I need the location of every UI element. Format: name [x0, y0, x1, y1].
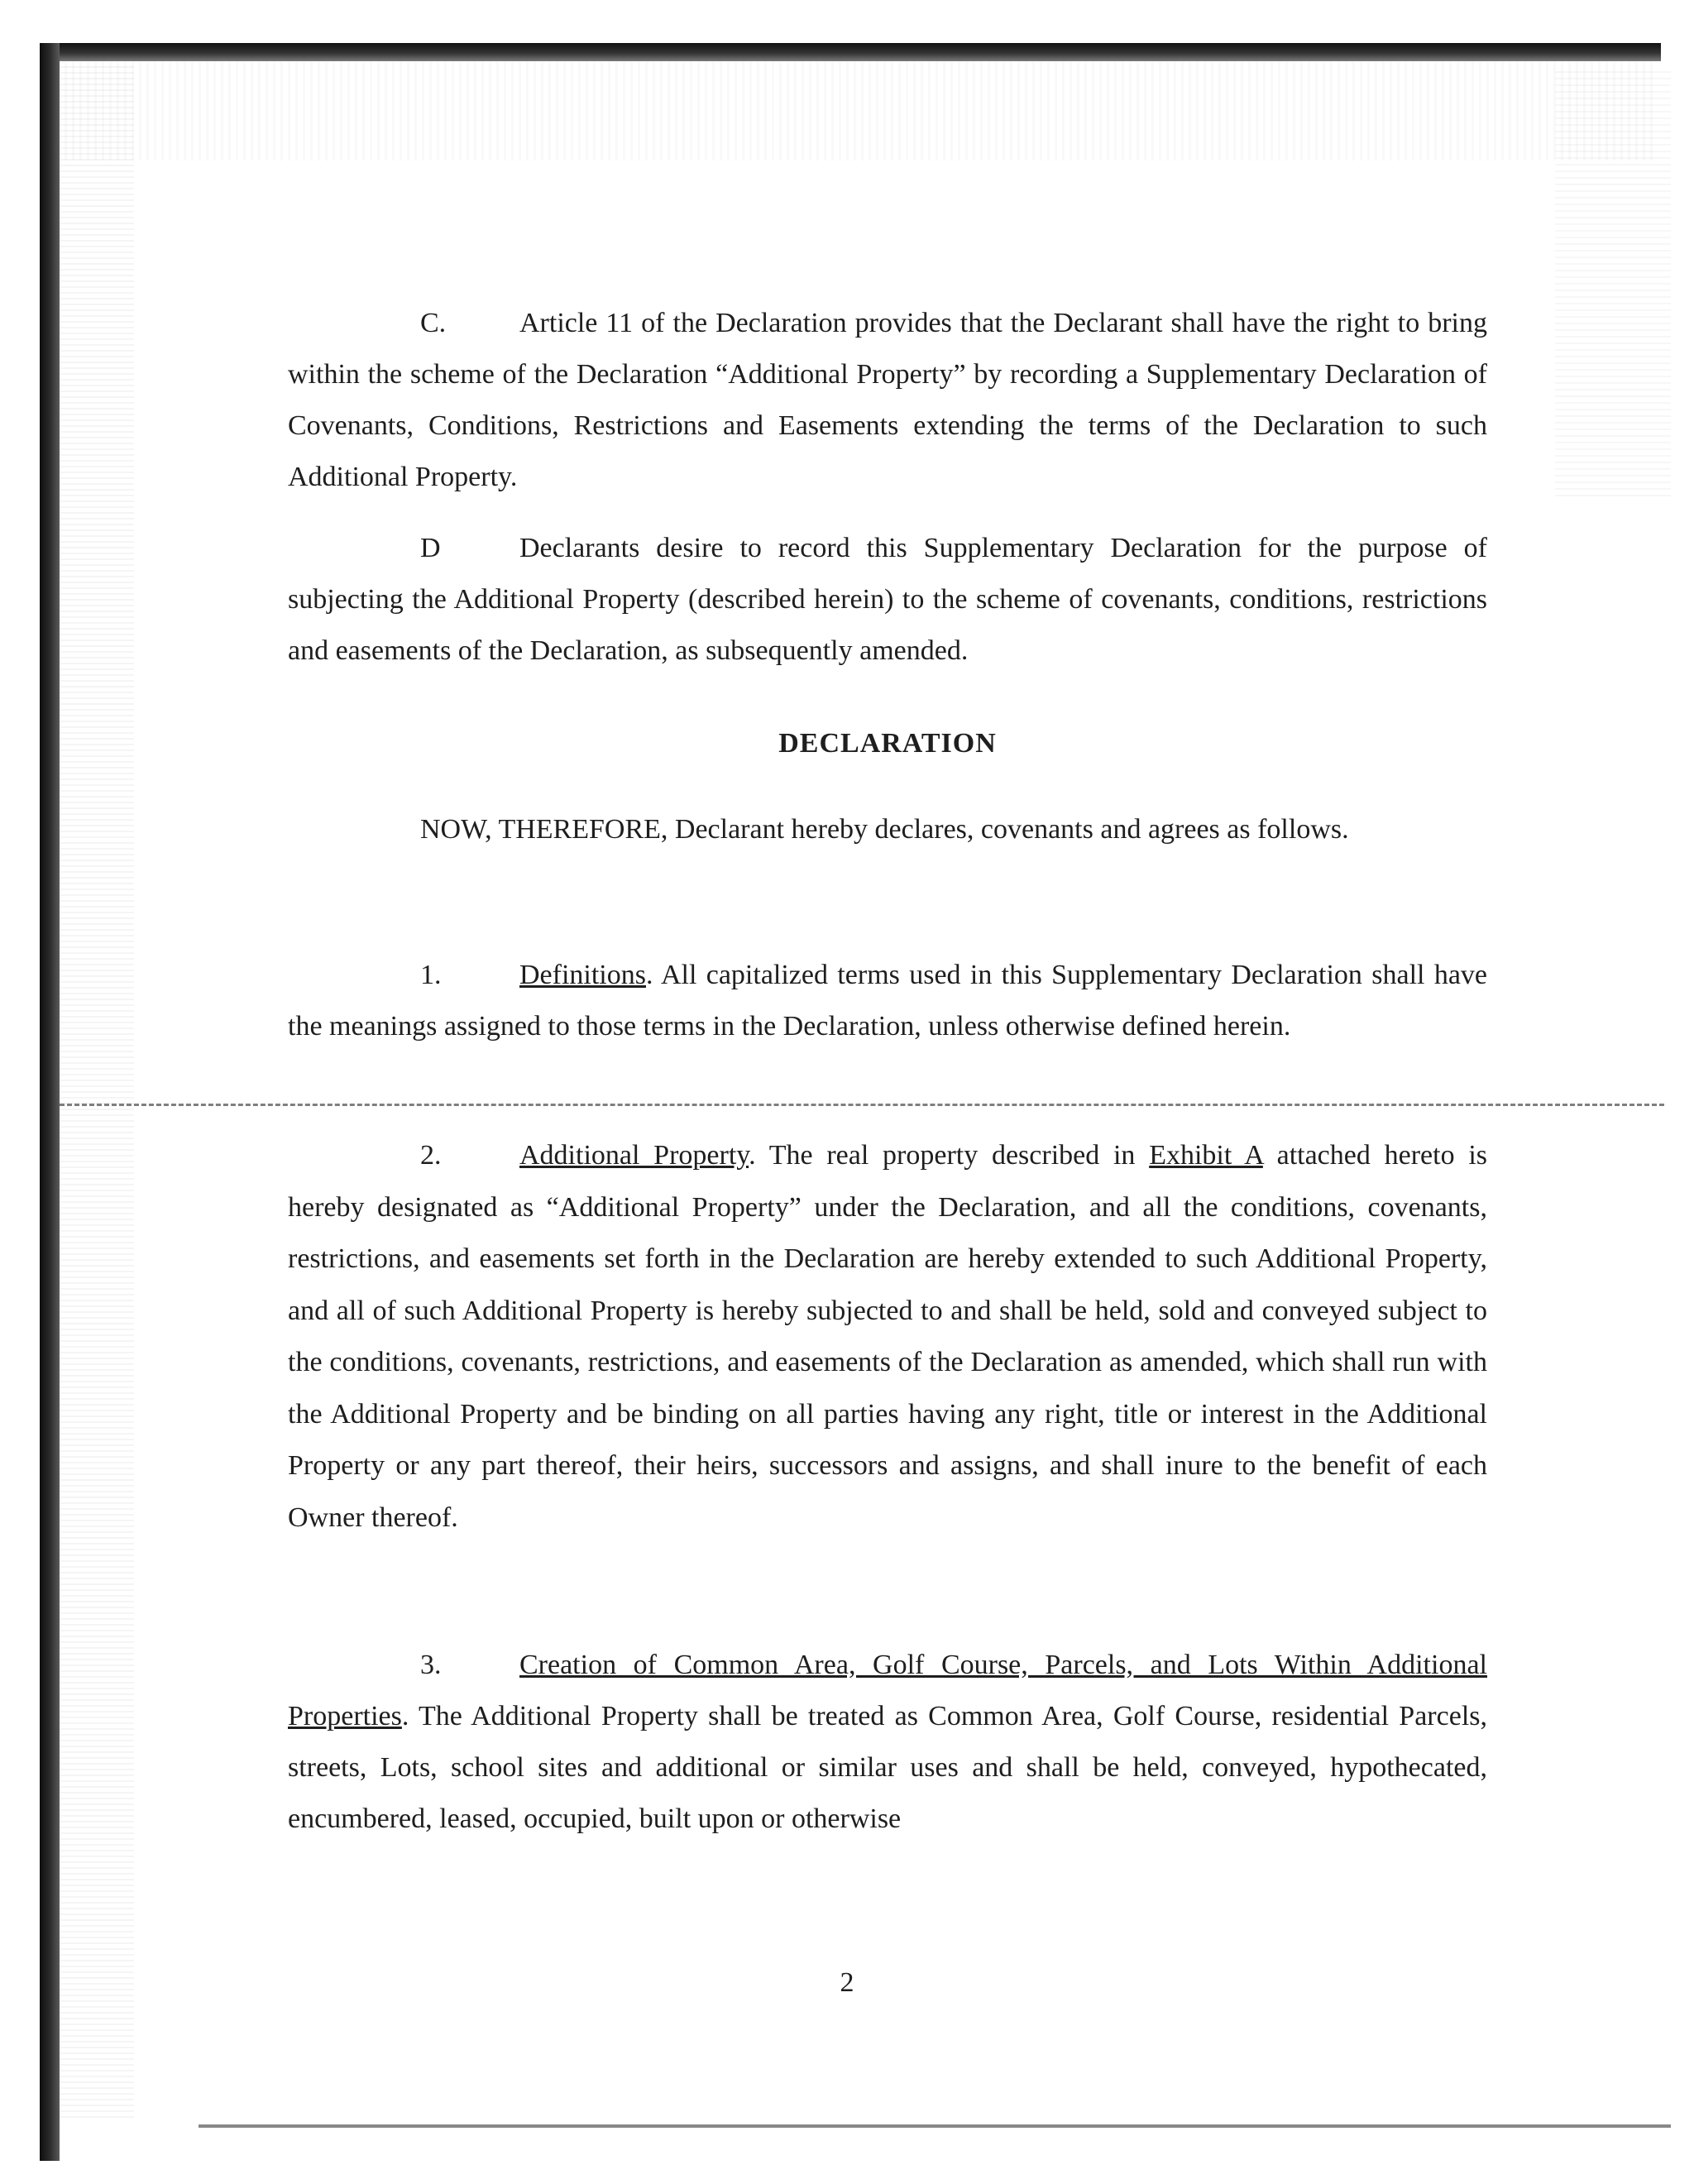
recital-c-label: C. — [420, 308, 447, 338]
section-2-title: Additional Property — [519, 1140, 749, 1171]
scan-noise-left — [60, 66, 134, 2118]
scan-border-top — [40, 43, 1661, 61]
section-2-text-before: . The real property described in — [749, 1140, 1150, 1171]
scan-noise-top — [50, 61, 1654, 160]
recital-d-text: Declarants desire to record this Supplementary Declaration for the purpose of subjecting the Additional Property (described herein) to the scheme of covenants, conditions, restrictions and easements of the Declaration, as subsequently amended. — [288, 533, 1487, 666]
operative-clause-text: NOW, THEREFORE, Declarant hereby declares, covenants and agrees as follows. — [420, 814, 1349, 845]
section-3-title: Creation of Common Area, Golf Course, Parcels, and Lots Within Additional Properties — [288, 1650, 1487, 1731]
section-3-text: . The Additional Property shall be treated as Common Area, Golf Course, residential Parcels, streets, Lots, school sites and additional or similar uses and shall be held, conveyed, hypothecated, encumbered, leased, occupied, built upon or otherwise — [288, 1701, 1487, 1834]
exhibit-reference: Exhibit A — [1149, 1140, 1263, 1171]
section-heading: DECLARATION — [778, 728, 997, 759]
recital-c — [288, 298, 1487, 503]
section-3 — [288, 1640, 1487, 1845]
section-1-title: Definitions — [519, 960, 646, 990]
scan-fold-line — [60, 1104, 1664, 1106]
operative-clause — [288, 804, 1487, 855]
recital-d-label: D — [420, 533, 441, 563]
recital-c-text: Article 11 of the Declaration provides that the Declarant shall have the right to bring within the scheme of the Declaration “Additional Property” by recording a Supplementary Declaration of Covenants, Conditions, Restrictions and Easements extending the terms of the Declaration to such Additional Property. — [288, 308, 1487, 492]
scan-border-bottom — [199, 2124, 1671, 2128]
scan-noise-right — [1555, 66, 1671, 496]
section-3-number: 3. — [420, 1650, 442, 1680]
recital-d — [288, 523, 1487, 677]
section-1 — [288, 950, 1487, 1052]
section-1-number: 1. — [420, 960, 442, 990]
page-number: 2 — [840, 1967, 854, 1998]
section-1-text: . All capitalized terms used in this Supplementary Declaration shall have the meanings assigned to those terms in the Declaration, unless otherwise defined herein. — [288, 960, 1487, 1042]
section-2 — [288, 1130, 1487, 1544]
section-2-number: 2. — [420, 1140, 442, 1171]
scan-border-left — [40, 43, 60, 2161]
section-2-text-after: attached hereto is hereby designated as “Additional Property” under the Declaration, and all the conditions, covenants, restrictions, and easements set forth in the Declaration are hereby extended to such Additional Property, and all of such Additional Property is hereby subjected to and shall be held, sold and conveyed subject to the conditions, covenants, restrictions, and easements of the Declaration as amended, which shall run with the Additional Property and be binding on all parties having any right, title or interest in the Additional Property or any part thereof, their heirs, successors and assigns, and shall inure to the benefit of each Owner thereof. — [288, 1140, 1487, 1533]
